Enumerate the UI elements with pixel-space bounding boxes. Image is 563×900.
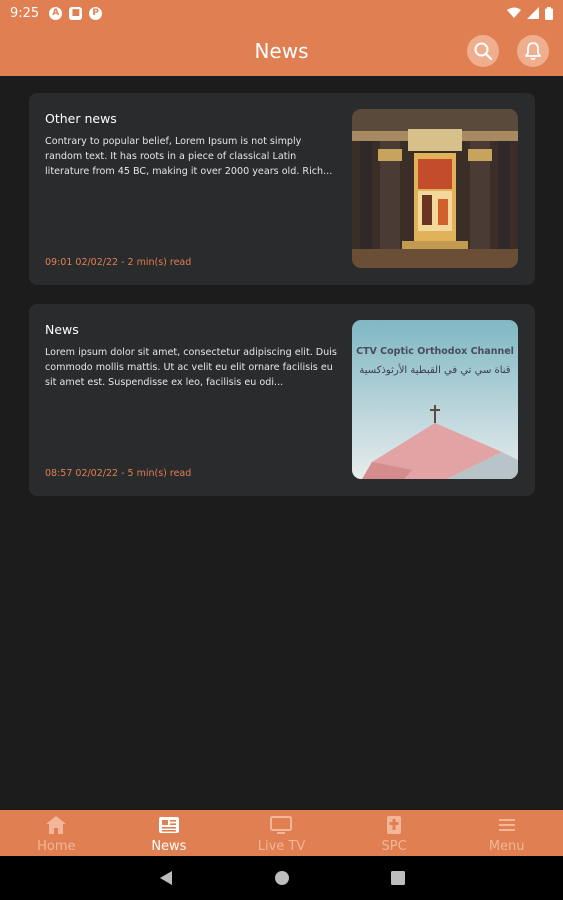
menu-icon [497, 817, 517, 833]
notification-square-icon: ■ [69, 7, 82, 20]
tv-icon [269, 815, 293, 835]
status-bar [0, 0, 563, 26]
nav-home-label: Home [37, 839, 76, 854]
nav-spc[interactable] [338, 810, 451, 856]
home-circle-icon[interactable] [274, 870, 290, 886]
page-title: News [254, 39, 309, 63]
thumbnail-caption-ar: قناة سي تي في القبطية الأرثوذكسية [359, 365, 511, 376]
article-excerpt: Contrary to popular belief, Lorem Ipsum is not simply random text. It has roots in a piece of classical Latin literature from 45 BC, making it over 2000 years old. Rich... [45, 136, 333, 177]
nav-home[interactable] [0, 810, 113, 856]
article-excerpt: Lorem ipsum dolor sit amet, consectetur adipiscing elit. Duis commodo mollis mattis. Ut ac velit eu elit ornare facilisis eu sit amet est. Suspendisse ex leo, facilisis eu odi... [45, 347, 337, 388]
bell-icon [523, 41, 543, 61]
home-icon [45, 815, 67, 835]
article-meta: 09:01 02/02/22 - 2 min(s) read [45, 257, 192, 268]
wifi-icon [507, 7, 521, 19]
article-title: News [45, 322, 79, 337]
article-thumbnail[interactable] [352, 320, 518, 479]
notifications-button[interactable] [517, 35, 549, 67]
status-time: 9:25 [10, 5, 40, 21]
signal-icon [527, 7, 539, 19]
article-card[interactable] [29, 93, 535, 285]
app-bar [0, 26, 563, 76]
article-thumbnail[interactable] [352, 109, 518, 268]
notification-a-icon: A [49, 7, 62, 20]
newspaper-icon [158, 816, 180, 834]
article-title: Other news [45, 111, 117, 126]
article-meta: 08:57 02/02/22 - 5 min(s) read [45, 468, 192, 479]
back-icon[interactable] [158, 870, 174, 886]
nav-news-label: News [151, 839, 187, 854]
nav-live-tv-label: Live TV [257, 839, 306, 854]
article-card[interactable] [29, 304, 535, 496]
bottom-navigation [0, 810, 563, 856]
recents-icon[interactable] [390, 870, 406, 886]
nav-news[interactable] [113, 810, 226, 856]
search-icon [473, 41, 493, 61]
spc-icon [385, 814, 403, 836]
nav-spc-label: SPC [381, 839, 407, 854]
search-button[interactable] [467, 35, 499, 67]
system-navigation-bar [0, 856, 563, 900]
nav-live-tv[interactable] [225, 810, 338, 856]
nav-menu-label: Menu [488, 839, 525, 854]
thumbnail-caption-en: CTV Coptic Orthodox Channel [356, 346, 514, 357]
nav-menu[interactable] [450, 810, 563, 856]
battery-icon [545, 7, 553, 20]
notification-p-icon: P [89, 7, 102, 20]
